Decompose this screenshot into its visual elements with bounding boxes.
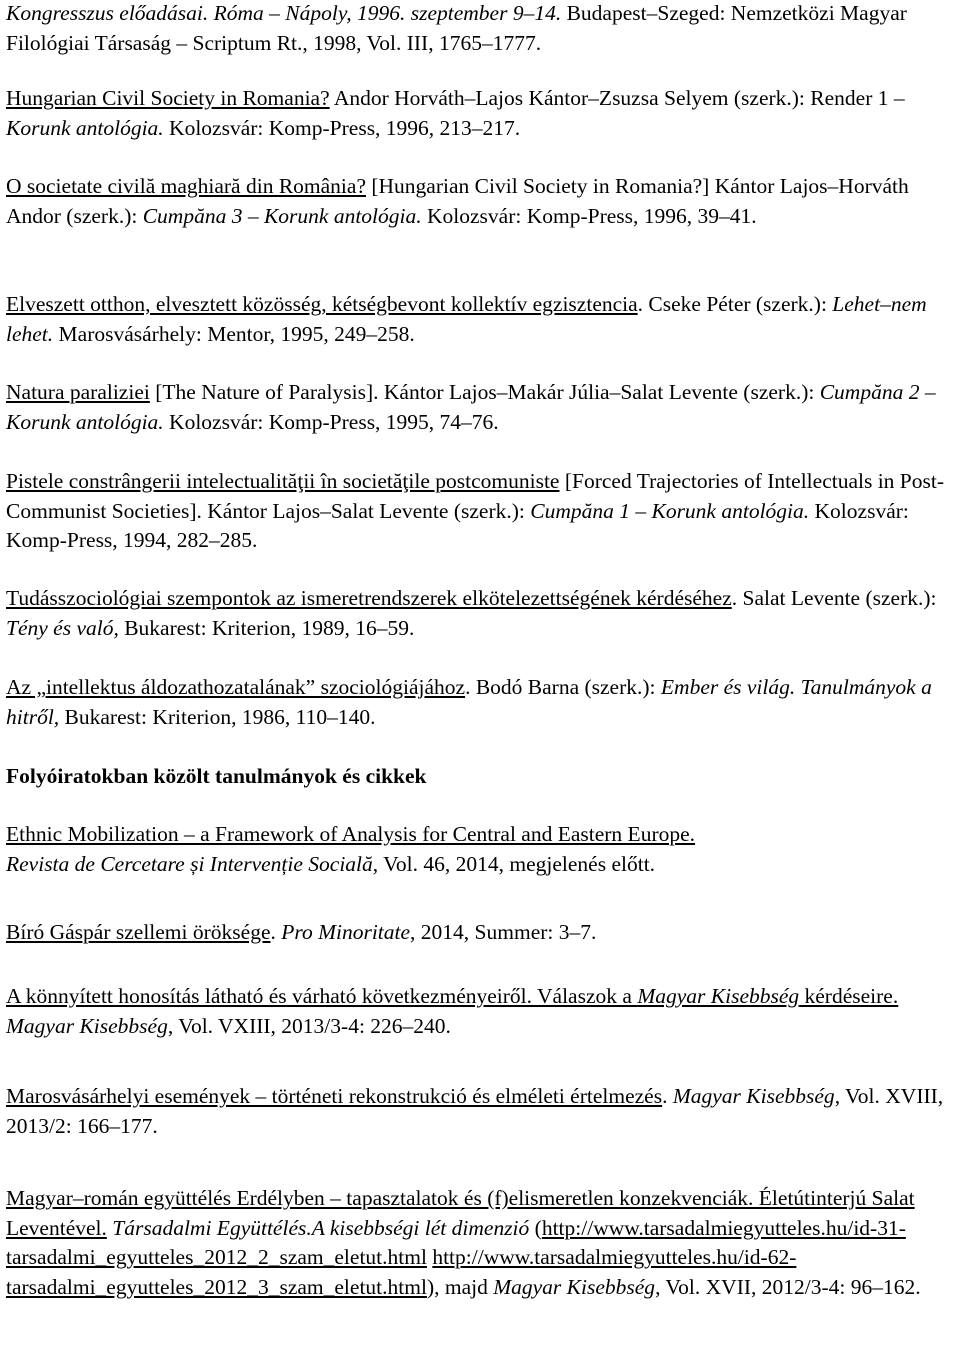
entry-source: Cumpăna 3 – Korunk antológia. <box>142 203 422 228</box>
section-heading: Folyóiratokban közölt tanulmányok és cikkek <box>6 764 427 788</box>
bibliography-entry <box>6 0 954 58</box>
entry-text: . <box>270 920 282 944</box>
entry-source: Magyar Kisebbség <box>672 1084 835 1108</box>
entry-text: Bukarest: Kriterion, 1989, 16–59. <box>118 615 415 640</box>
bibliography-entry <box>6 290 954 349</box>
entry-source: Társadalmi Együttélés.A kisebbségi lét dimenzió <box>112 1215 530 1240</box>
entry-title: Tudásszociológiai szempontok az ismeretrendszerek elkötelezettségének kérdéséhez <box>6 586 732 610</box>
bibliography-entry <box>6 673 954 732</box>
journal-entry <box>6 982 954 1041</box>
entry-title: O societate civilă maghiară din România? <box>6 174 366 198</box>
entry-source: Revista de Cercetare și Intervenție Socială <box>6 851 373 876</box>
entry-title: Ethnic Mobilization – a Framework of Analysis for Central and Eastern Europe. <box>6 822 696 846</box>
journal-entry <box>6 1082 954 1141</box>
entry-source: Cumpăna 2 – Korunk antológia. <box>6 380 936 434</box>
bibliography-entry <box>6 84 954 143</box>
entry-text: [The Nature of Paralysis]. Kántor Lajos–Makár Júlia–Salat Levente (szerk.): <box>149 380 820 404</box>
bibliography-entry <box>6 172 954 231</box>
entry-title: Natura paraliziei <box>6 380 150 404</box>
entry-text: ), majd <box>426 1274 494 1299</box>
entry-text: . Cseke Péter (szerk.): <box>637 292 833 316</box>
bibliography-entry <box>6 467 954 556</box>
entry-text: Kolozsvár: Komp-Press, 1994, 282–285. <box>6 498 909 552</box>
entry-text: . Bodó Barna (szerk.): <box>465 675 661 699</box>
entry-text: Bukarest: Kriterion, 1986, 110–140. <box>59 704 376 729</box>
journal-entry <box>6 918 954 948</box>
entry-title: kérdéseire. <box>799 984 899 1008</box>
entry-text: Kolozsvár: Komp-Press, 1996, 39–41. <box>421 203 757 228</box>
entry-text: ( <box>529 1215 542 1240</box>
entry-text: , Vol. VXIII, 2013/3-4: 226–240. <box>167 1013 451 1038</box>
entry-source: Ember és világ. Tanulmányok a hitről, <box>6 675 932 729</box>
entry-text: , Vol. 46, 2014, megjelenés előtt. <box>372 851 656 876</box>
entry-source: Korunk antológia. <box>6 115 164 140</box>
entry-link[interactable]: http://www.tarsadalmiegyutteles.hu/id-31-tarsadalmi_egyutteles_2012_2_szam_eletut.html <box>6 1215 906 1269</box>
entry-title: Hungarian Civil Society in Romania? <box>6 86 330 110</box>
entry-text: [Hungarian Civil Society in Romania?] Kántor Lajos–Horváth Andor (szerk.): <box>6 174 909 228</box>
entry-source: Magyar Kisebbség <box>493 1274 656 1299</box>
entry-title: Pistele constrângerii intelectualităţii în societăţile postcomuniste <box>6 469 560 493</box>
entry-text: Marosvásárhely: Mentor, 1995, 249–258. <box>53 321 415 346</box>
entry-source: Tény és való, <box>6 615 119 640</box>
entry-title: Elveszett otthon, elvesztett közösség, kétségbevont kollektív egzisztencia <box>6 292 638 316</box>
entry-title: Az „intellektus áldozathozatalának” szociológiájához <box>6 675 466 699</box>
entry-text: Kolozsvár: Komp-Press, 1995, 74–76. <box>163 409 499 434</box>
entry-source: Cumpăna 1 – Korunk antológia. <box>530 498 810 523</box>
entry-text: Budapest–Szeged: Nemzetközi Magyar Filológiai Társaság – Scriptum Rt., 1998, Vol. III, 1765–1777. <box>6 1 907 55</box>
entry-text: [Forced Trajectories of Intellectuals in Post-Communist Societies]. Kántor Lajos–Salat Levente (szerk.): <box>6 469 945 523</box>
entry-title: Magyar Kisebbség <box>637 984 800 1008</box>
entry-text: , Vol. XVIII, 2013/2: 166–177. <box>6 1084 944 1138</box>
entry-source: Kongresszus előadásai. Róma – Nápoly, 1996. szeptember 9–14. <box>6 1 562 25</box>
entry-text: , 2014, Summer: 3–7. <box>410 920 597 944</box>
journal-entry <box>6 1184 954 1302</box>
entry-text: , Vol. XVII, 2012/3-4: 96–162. <box>655 1274 921 1299</box>
entry-text: . <box>662 1084 673 1108</box>
entry-source: Lehet–nem lehet. <box>6 292 927 346</box>
bibliography-entry <box>6 584 954 643</box>
bibliography-entry <box>6 378 954 437</box>
entry-title: Magyar–román együttélés Erdélyben – tapasztalatok és (f)elismeretlen konzekvenciák. Életútinterjú Salat Leventével. <box>6 1186 915 1240</box>
journal-entry <box>6 820 954 879</box>
entry-text: Kolozsvár: Komp-Press, 1996, 213–217. <box>163 115 521 140</box>
entry-title: Marosvásárhelyi események – történeti rekonstrukció és elméleti értelmezés <box>6 1084 663 1108</box>
entry-title: A könnyített honosítás látható és várható következményeiről. Válaszok a <box>6 984 638 1008</box>
entry-link[interactable]: http://www.tarsadalmiegyutteles.hu/id-62-tarsadalmi_egyutteles_2012_3_szam_eletut.html <box>6 1245 797 1299</box>
entry-text: Andor Horváth–Lajos Kántor–Zsuzsa Selyem (szerk.): Render 1 – <box>329 86 905 110</box>
entry-title: Bíró Gáspár szellemi öröksége <box>6 920 271 944</box>
entry-source: Pro Minoritate <box>281 920 411 944</box>
entry-source: Magyar Kisebbség <box>6 1013 168 1038</box>
entry-text: . Salat Levente (szerk.): <box>731 586 937 610</box>
